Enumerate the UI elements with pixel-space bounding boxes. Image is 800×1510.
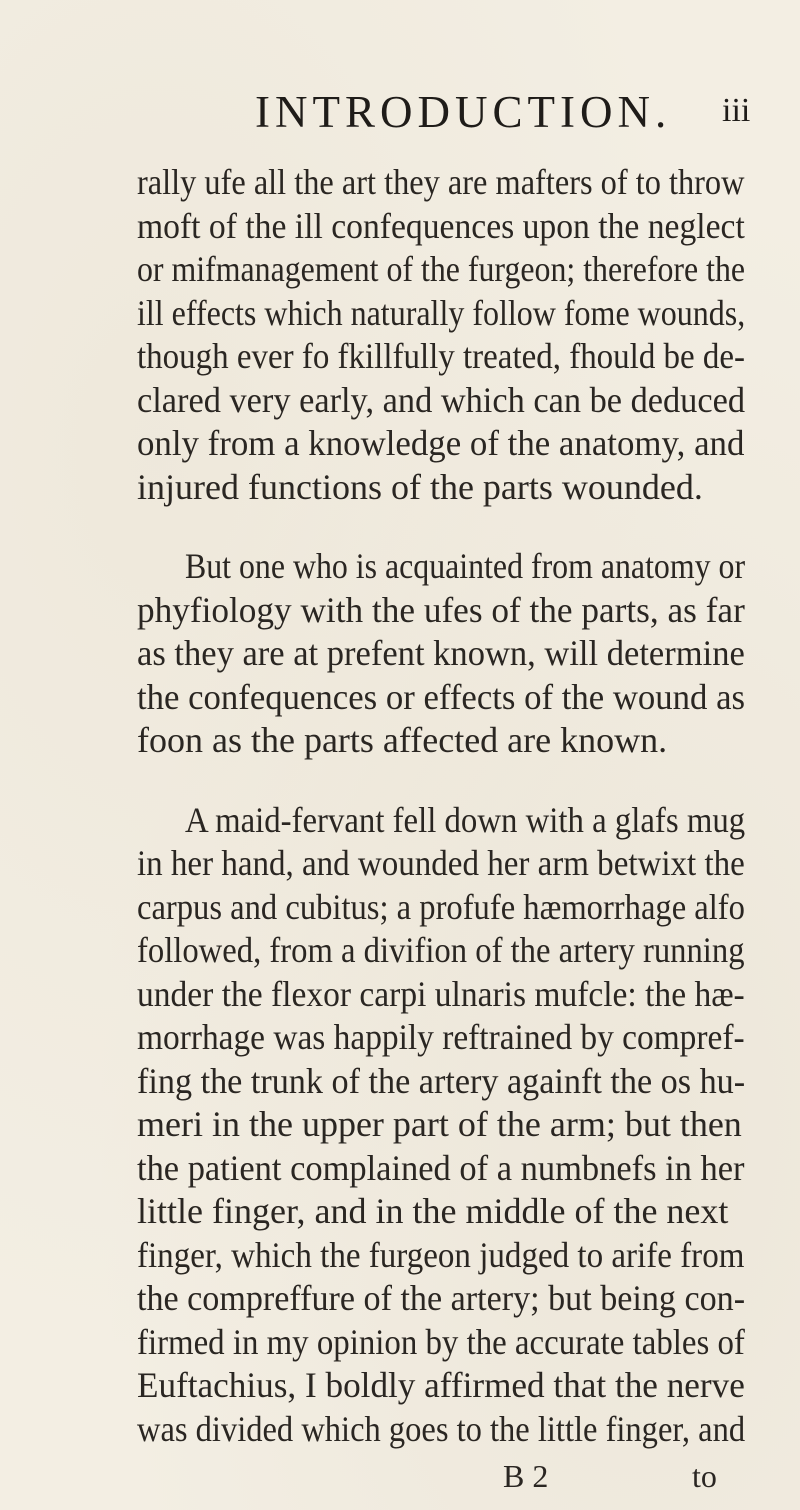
text-line: meri in the upper part of the arm; but then	[137, 1104, 742, 1144]
running-title: INTRODUCTION.	[255, 87, 672, 137]
text-line: firmed in my opinion by the accurate tables of	[137, 1322, 745, 1362]
text-line: Euftachius, I boldly affirmed that the nerve	[137, 1365, 745, 1405]
text-line: the confequences or effects of the wound as	[137, 677, 746, 717]
text-line: as they are at prefent known, will determine	[137, 633, 745, 673]
text-line: phyfiology with the ufes of the parts, as far	[137, 590, 745, 630]
text-line: But one who is acquainted from anatomy or	[185, 546, 746, 586]
page-number: iii	[722, 92, 751, 129]
text-line: though ever fo fkillfully treated, fhould be de-	[137, 336, 746, 376]
text-line: only from a knowledge of the anatomy, and	[137, 423, 745, 463]
text-line: finger, which the furgeon judged to arife from	[137, 1235, 745, 1275]
text-line: the patient complained of a numbnefs in her	[137, 1148, 745, 1188]
text-line: moft of the ill confequences upon the neglect	[137, 206, 745, 246]
catchword: to	[692, 1458, 717, 1494]
text-line: or mifmanagement of the furgeon; therefore the	[137, 249, 746, 289]
text-line: A maid-fervant fell down with a glafs mug	[185, 800, 746, 840]
text-line: little finger, and in the middle of the next	[137, 1191, 729, 1231]
text-line: carpus and cubitus; a profufe hæmorrhage alfo	[137, 887, 745, 927]
text-line: under the flexor carpi ulnaris mufcle: the hæ-	[137, 974, 745, 1014]
text-line: foon as the parts affected are known.	[137, 720, 668, 760]
signature-mark: B 2	[503, 1458, 549, 1494]
text-line: was divided which goes to the little finger, and	[137, 1409, 746, 1449]
text-line: rally ufe all the art they are mafters of to throw	[137, 162, 745, 202]
text-line: morrhage was happily reftrained by compref-	[137, 1017, 745, 1057]
text-line: clared very early, and which can be deduced	[137, 380, 746, 420]
text-line: fing the trunk of the artery againft the os hu-	[137, 1061, 746, 1101]
text-line: ill effects which naturally follow fome wounds,	[137, 293, 746, 333]
text-line: the compreffure of the artery; but being con-	[137, 1278, 746, 1318]
text-line: in her hand, and wounded her arm betwixt the	[137, 843, 745, 883]
text-line: injured functions of the parts wounded.	[137, 467, 703, 507]
text-line: followed, from a divifion of the artery running	[137, 930, 745, 970]
